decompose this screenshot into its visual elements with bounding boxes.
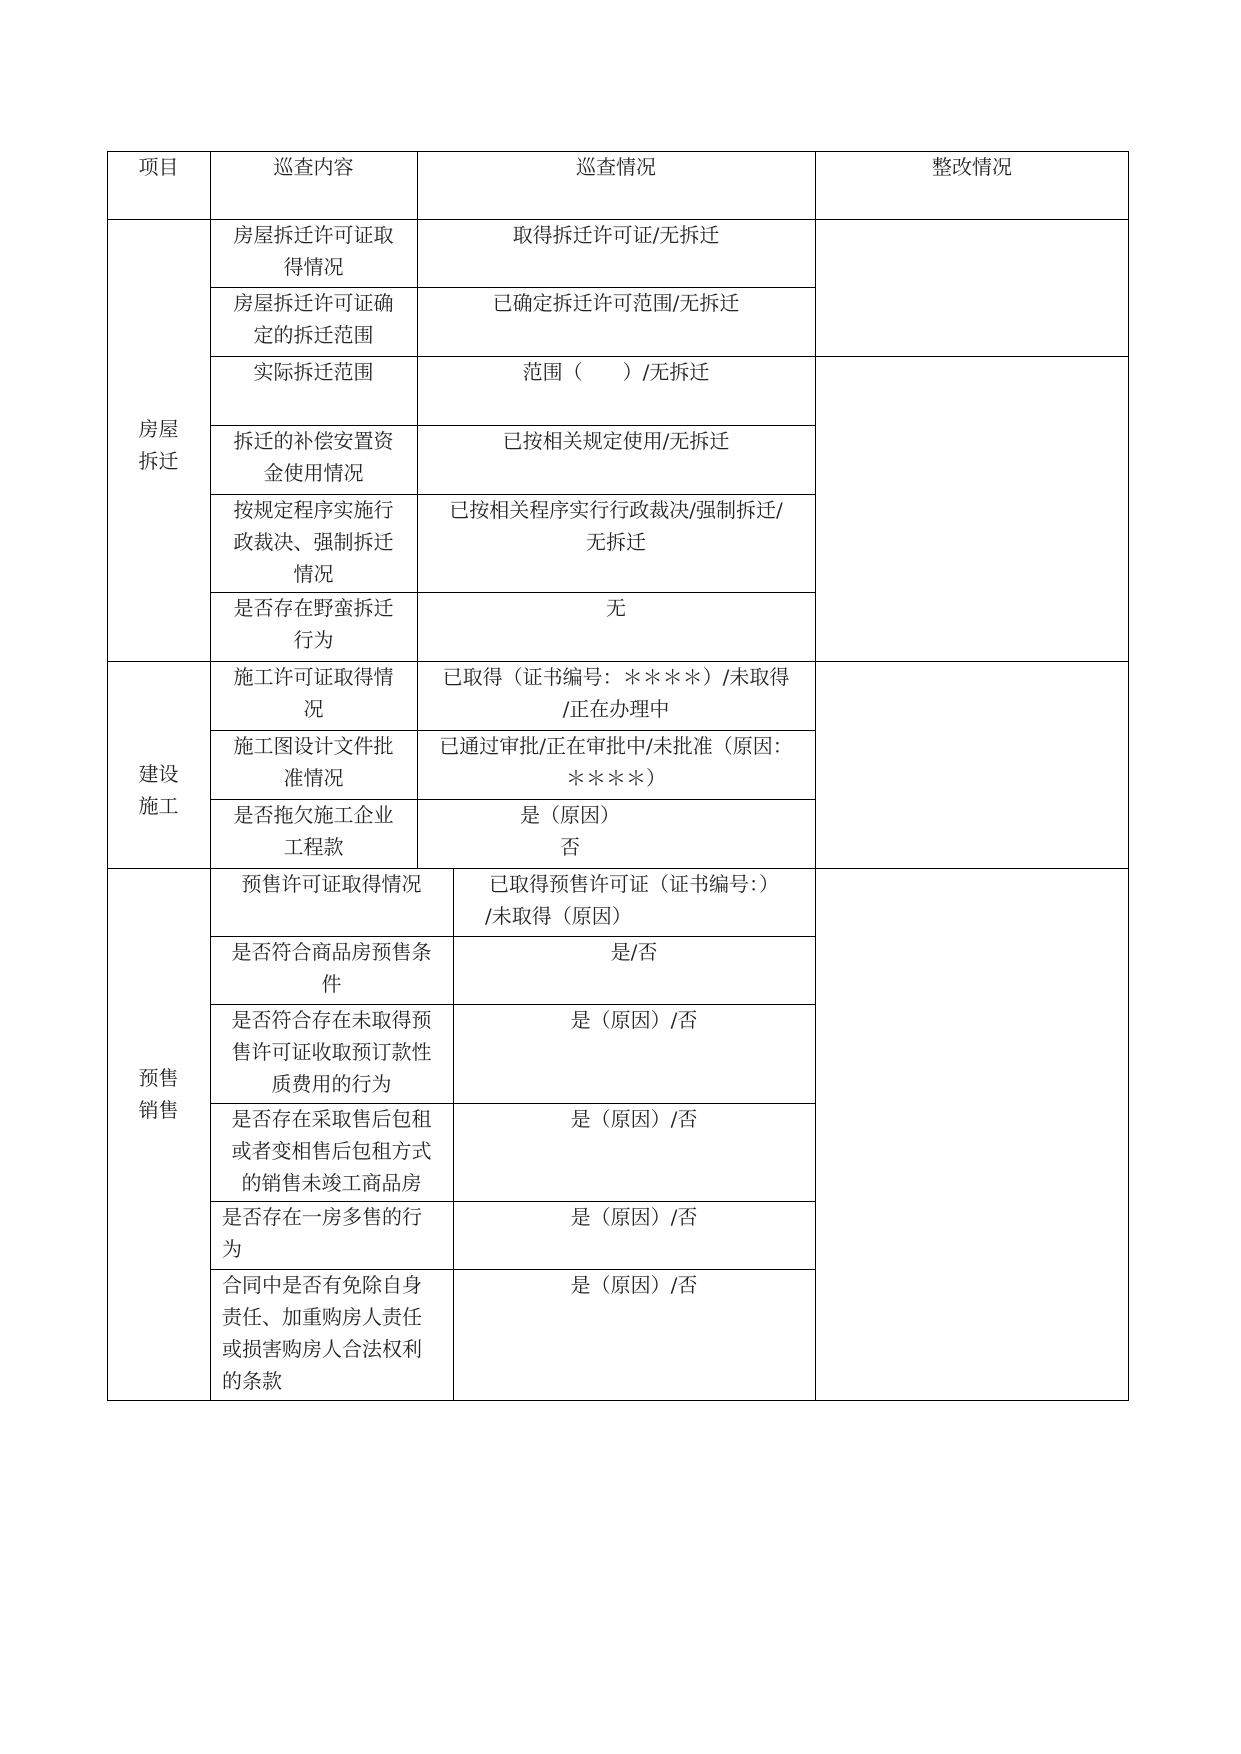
section-title: 房屋 拆迁 <box>138 417 179 473</box>
row-status: 是/否 <box>610 940 658 964</box>
row-content: 是否符合商品房预售条 件 <box>231 940 432 996</box>
row-status: /未取得（原因） <box>485 904 632 928</box>
row-content: 是否符合存在未取得预 售许可证收取预订款性 质费用的行为 <box>231 1008 432 1096</box>
row-status: 无 <box>606 596 626 620</box>
section-title: 预售 销售 <box>138 1066 179 1122</box>
row-content: 实际拆迁范围 <box>253 360 374 384</box>
row-content: 预售许可证取得情况 <box>241 872 422 896</box>
row-status: 是（原因）/否 <box>570 1205 698 1229</box>
header-rectify: 整改情况 <box>932 155 1012 179</box>
row-content: 拆迁的补偿安置资 金使用情况 <box>233 429 394 485</box>
row-content: 是否存在采取售后包租 或者变相售后包租方式 的销售未竣工商品房 <box>231 1107 432 1195</box>
row-content: 施工许可证取得情 况 <box>233 665 394 721</box>
row-status: 已确定拆迁许可范围/无拆迁 <box>492 291 740 315</box>
row-status: 已按相关程序实行行政裁决/强制拆迁/ 无拆迁 <box>449 498 783 554</box>
row-content: 房屋拆迁许可证取 得情况 <box>233 223 394 279</box>
row-status: 取得拆迁许可证/无拆迁 <box>512 223 720 247</box>
row-content: 房屋拆迁许可证确 定的拆迁范围 <box>233 291 394 347</box>
row-content: 是否拖欠施工企业 工程款 <box>233 803 394 859</box>
row-status: 是（原因） <box>520 803 620 827</box>
row-status: 是（原因）/否 <box>570 1008 698 1032</box>
row-status: 范围（ ）/无拆迁 <box>522 360 710 384</box>
section-title: 建设 施工 <box>138 762 179 818</box>
row-status: 已取得（证书编号：＊＊＊＊）/未取得 /正在办理中 <box>442 665 790 721</box>
row-status: 已通过审批/正在审批中/未批准（原因： ＊＊＊＊） <box>439 734 793 790</box>
rectify-divider <box>815 356 1129 357</box>
row-content: 合同中是否有免除自身 责任、加重购房人责任 或损害购房人合法权利 的条款 <box>222 1273 422 1393</box>
row-content: 是否存在野蛮拆迁 行为 <box>233 596 394 652</box>
row-status: 已取得预售许可证（证书编号：） <box>489 872 779 896</box>
header-item: 项目 <box>138 155 179 179</box>
row-content: 施工图设计文件批 准情况 <box>233 734 394 790</box>
header-status: 巡查情况 <box>576 155 656 179</box>
row-status: 否 <box>560 835 580 859</box>
row-status: 是（原因）/否 <box>570 1273 698 1297</box>
row-content: 是否存在一房多售的行 为 <box>222 1205 422 1261</box>
row-status: 已按相关规定使用/无拆迁 <box>502 429 730 453</box>
header-content: 巡查内容 <box>273 155 354 179</box>
row-content: 按规定程序实施行 政裁决、强制拆迁 情况 <box>233 498 394 586</box>
row-status: 是（原因）/否 <box>570 1107 698 1131</box>
col-divider <box>815 151 816 1401</box>
